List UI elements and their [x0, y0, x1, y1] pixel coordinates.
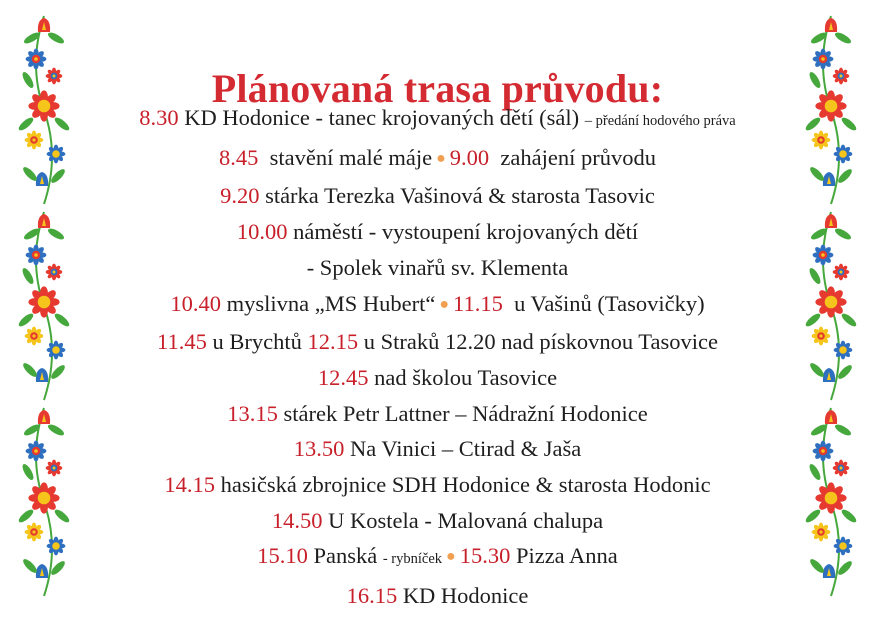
page-title: Plánovaná trasa průvodu:	[211, 65, 664, 111]
flower-icon	[26, 245, 47, 266]
leaf-icon	[807, 266, 822, 285]
leaf-icon	[53, 508, 71, 525]
flower-icon	[47, 145, 66, 164]
flower-icon	[812, 523, 831, 542]
tulip-icon	[38, 18, 50, 32]
flower-icon	[46, 264, 63, 281]
dot-separator-icon: ●	[446, 548, 456, 566]
route-schedule	[80, 100, 795, 614]
dot-separator-icon: ●	[439, 295, 450, 313]
schedule-line	[80, 100, 795, 140]
time: 12.15	[307, 329, 359, 355]
leaf-icon	[840, 508, 858, 525]
tulip-icon	[38, 214, 50, 228]
stop: u Vašinů (Tasovičky)	[514, 290, 705, 316]
leaf-icon	[804, 312, 822, 329]
stop: nad školou Tasovice	[374, 364, 558, 390]
flower-icon	[815, 286, 846, 317]
flower-icon	[815, 482, 846, 513]
leaf-icon	[20, 462, 35, 481]
note: – předání hodového práva	[584, 113, 736, 129]
leaf-icon	[21, 165, 39, 183]
leaf-icon	[20, 266, 35, 285]
stop: u Brychtů	[212, 329, 302, 355]
flower-icon	[834, 537, 853, 556]
leaf-icon	[804, 116, 822, 133]
leaf-icon	[17, 116, 35, 133]
tulip-icon	[36, 368, 48, 382]
schedule-line	[80, 250, 795, 286]
time: 15.30	[459, 543, 511, 569]
time: 10.00	[236, 219, 288, 245]
leaf-icon	[808, 361, 826, 379]
leaf-icon	[21, 361, 39, 379]
leaf-icon	[53, 116, 71, 133]
time: 15.10	[257, 543, 308, 569]
stop: KD Hodonice	[402, 583, 529, 609]
leaf-icon	[53, 312, 71, 329]
stop: - Spolek vinařů sv. Klementa	[306, 254, 569, 280]
time: 16.15	[346, 583, 398, 609]
schedule-line	[80, 503, 795, 539]
flower-icon	[25, 523, 44, 542]
leaf-icon	[17, 508, 35, 525]
time: 11.45	[157, 329, 207, 355]
flower-icon	[26, 441, 47, 462]
leaf-icon	[808, 165, 826, 183]
stop: Panská	[313, 543, 378, 569]
leaf-icon	[808, 557, 826, 575]
stop: Na Vinici – Ctirad & Jaša	[349, 436, 582, 462]
flower-icon	[834, 145, 853, 164]
tulip-icon	[825, 18, 837, 32]
leaf-icon	[46, 422, 65, 437]
time: 8.45	[219, 144, 259, 170]
leaf-icon	[17, 312, 35, 329]
flower-icon	[833, 460, 850, 477]
flower-icon	[46, 460, 63, 477]
schedule-line	[80, 324, 795, 360]
schedule-line	[80, 360, 795, 396]
tulip-icon	[823, 172, 835, 186]
stop: stárek Petr Lattner – Nádražní Hodonice	[283, 400, 648, 426]
leaf-icon	[833, 30, 852, 45]
leaf-icon	[833, 422, 852, 437]
flower-icon	[28, 482, 59, 513]
time: 13.50	[293, 436, 345, 462]
dot-separator-icon: ●	[436, 149, 446, 167]
stop: u Straků 12.20 nad pískovnou Tasovice	[363, 329, 718, 355]
leaf-icon	[807, 462, 822, 481]
tulip-icon	[825, 410, 837, 424]
tulip-icon	[38, 410, 50, 424]
leaf-icon	[840, 116, 858, 133]
time: 10.40	[170, 290, 222, 316]
leaf-icon	[46, 30, 65, 45]
flower-icon	[28, 286, 59, 317]
flower-icon	[47, 341, 66, 360]
stop: Pizza Anna	[515, 543, 618, 569]
time: 9.00	[449, 144, 490, 170]
schedule-line	[80, 140, 795, 179]
stop: U Kostela - Malovaná chalupa	[328, 507, 604, 533]
schedule-line	[80, 578, 795, 614]
flower-icon	[812, 327, 831, 346]
time: 14.15	[164, 472, 216, 498]
schedule-line	[80, 286, 795, 325]
tulip-icon	[823, 368, 835, 382]
stop: stavění malé máje	[269, 144, 433, 170]
leaf-icon	[21, 557, 39, 575]
schedule-line	[80, 431, 795, 467]
tulip-icon	[36, 564, 48, 578]
tulip-icon	[36, 172, 48, 186]
time: 11.15	[453, 290, 503, 316]
flower-icon	[25, 327, 44, 346]
time: 14.50	[271, 507, 323, 533]
flower-icon	[25, 131, 44, 150]
flower-icon	[47, 537, 66, 556]
leaf-icon	[840, 312, 858, 329]
time: 9.20	[220, 183, 260, 209]
time: 8.30	[139, 105, 179, 130]
stop: náměstí - vystoupení krojovaných dětí	[293, 219, 639, 245]
leaf-icon	[46, 226, 65, 241]
schedule-line	[80, 467, 795, 503]
flower-icon	[812, 131, 831, 150]
flower-icon	[834, 341, 853, 360]
schedule-line	[80, 538, 795, 578]
stop: zahájení průvodu	[500, 144, 656, 170]
tulip-icon	[825, 214, 837, 228]
time: 12.45	[317, 364, 369, 390]
flower-icon	[813, 245, 834, 266]
flower-icon	[813, 441, 834, 462]
schedule-line	[80, 214, 795, 250]
stop: stárka Terezka Vašinová & starosta Tasovic	[265, 183, 655, 209]
leaf-icon	[804, 508, 822, 525]
stop: myslivna „MS Hubert“	[226, 290, 436, 316]
tulip-icon	[823, 564, 835, 578]
schedule-line	[80, 178, 795, 214]
stop: KD Hodonice - tanec krojovaných dětí (sál)	[184, 105, 580, 130]
stop: hasičská zbrojnice SDH Hodonice & starosta Hodonic	[220, 472, 711, 498]
flower-icon	[833, 264, 850, 281]
time: 13.15	[227, 400, 278, 426]
schedule-line	[80, 396, 795, 432]
note: - rybníček	[382, 551, 443, 568]
leaf-icon	[833, 226, 852, 241]
